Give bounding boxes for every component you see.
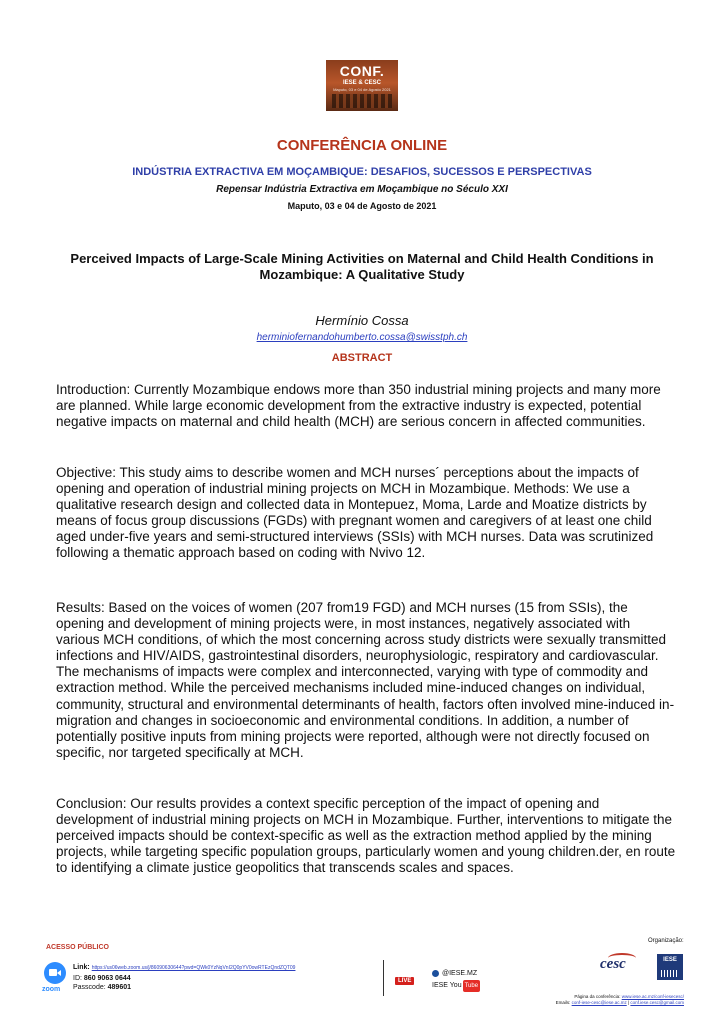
- zoom-passcode-label: Passcode:: [73, 984, 106, 991]
- cesc-logo: [600, 956, 644, 980]
- zoom-id-value: 860 9063 0644: [83, 974, 131, 982]
- social-links: [432, 968, 480, 992]
- conference-logo: [326, 60, 398, 111]
- logo-title: CONF.: [339, 63, 385, 79]
- email-link-1[interactable]: conf-iese-cesc@iese.ac.mz: [571, 1000, 627, 1005]
- footer-contacts: Página da conferência: www.iese.ac.mz/conf-iesecesc/ Emails: conf-iese-cesc@iese.ac.mz | conf.iese.cesc@gmail.com: [555, 994, 684, 1005]
- conference-date: Maputo, 03 e 04 de Agosto de 2021: [287, 201, 437, 211]
- emails-label: Emails:: [555, 1000, 571, 1005]
- zoom-passcode-value: 489601: [107, 984, 131, 991]
- author-name: Hermínio Cossa: [315, 313, 409, 328]
- logo-image: [332, 94, 392, 108]
- cesc-arc-icon: [608, 953, 636, 963]
- zoom-icon: [44, 962, 66, 984]
- abstract-heading: ABSTRACT: [331, 352, 393, 364]
- iese-logo: [657, 954, 683, 980]
- camera-lens-icon: [57, 970, 61, 976]
- logo-date: Maputo, 03 e 04 de Agosto 2021: [333, 87, 391, 92]
- abstract-paragraph-conclusion: Conclusion: Our results provides a context specific perception of the impact of opening and development of industrial mining projects on MCH in Mozambique. Further, interventions to mitigate the perceived impacts should be context-specific as well as the extraction method applied by the mining projects, while targeting specific population groups, particularly women and young children.der, en route to identifying a climate justice geopolitics that transcends scales and spaces.: [56, 796, 676, 876]
- author-email-link[interactable]: herminiofernandohumberto.cossa@swisstph.ch: [256, 332, 468, 343]
- conference-page-link[interactable]: www.iese.ac.mz/conf-iesecesc/: [621, 994, 684, 999]
- abstract-paragraph-objective-methods: Objective: This study aims to describe women and MCH nurses´ perceptions about the impacts of opening and operation of industrial mining projects on MCH in Mozambique. Methods: We use a qualitative research design and collected data in Montepuez, Moma, Larde and Moatize districts by means of focus group discussions (FGDs) with pregnant women and caregivers of at least one child aged under-five years and semi-structured interviews (SSIs) with MCH nurses. Data was scrutinized following a thematic approach based on coding with Nvivo 12.: [56, 465, 654, 561]
- facebook-handle[interactable]: @IESE.MZ: [442, 970, 478, 977]
- organizers-label: Organização:: [648, 938, 684, 944]
- abstract-paragraph-introduction: Introduction: Currently Mozambique endows more than 350 industrial mining projects and many more are planned. While large economic development from the extractive industry is expected, potential negative impacts on maternal and child health (MCH) are serious concern in affected communities.: [56, 382, 661, 430]
- email-link-2[interactable]: conf.iese.cesc@gmail.com: [630, 1000, 684, 1005]
- zoom-link-label: Link:: [73, 964, 90, 971]
- zoom-link[interactable]: https://us06web.zoom.us/j/86090630644?pwd=QWk0YzNqVnI2Q0pYV0owRTEzQndZQT09: [91, 965, 296, 971]
- conference-title: CONFERÊNCIA ONLINE: [276, 137, 448, 154]
- conference-page-label: Página da conferência:: [574, 994, 621, 999]
- conference-subtitle: Repensar Indústria Extractiva em Moçambique no Século XXI: [216, 184, 508, 195]
- iese-logo-emblem: [661, 970, 679, 977]
- zoom-wordmark: zoom: [42, 986, 61, 993]
- footer-divider: [383, 960, 384, 996]
- camera-icon: [49, 969, 57, 976]
- zoom-id-label: ID:: [73, 974, 82, 982]
- abstract-paragraph-results: Results: Based on the voices of women (207 from19 FGD) and MCH nurses (15 from SSIs), the opening and development of mining projects were, in most instances, negatively associated with various MCH conditions, of which the most concerning across study districts were sexually transmitted infections and HIV/AIDS, gastrointestinal disorders, neurophysiologic, respiratory and cardiovascular. The mechanisms of impacts were complex and interconnected, varying with type of commodity and extraction method. While the perceived mechanisms included mine-induced changes on individual, community, structural and environmental determinants of health, factors often involved mine-induced in-migration and changes in socioeconomic and environmental conditions. In addition, a number of potentially positive inputs from mining projects were reported, although were not directly focused on specific, nor targeted specifically at MCH.: [56, 600, 675, 760]
- public-access-label: ACESSO PÚBLICO: [46, 944, 110, 951]
- zoom-details: [73, 963, 295, 993]
- paper-title-text: Perceived Impacts of Large-Scale Mining Activities on Maternal and Child Health Conditions in Mozambique: A Qualitative Study: [70, 251, 654, 282]
- logo-subtitle: IESE & CESC: [342, 80, 381, 86]
- cesc-logo-text: cesc: [600, 956, 626, 972]
- youtube-channel[interactable]: IESE You: [432, 982, 462, 989]
- iese-logo-text: IESE: [663, 957, 677, 963]
- facebook-icon: [432, 970, 439, 977]
- live-badge: LIVE: [395, 977, 414, 985]
- youtube-icon: Tube: [463, 980, 480, 992]
- conference-theme: INDÚSTRIA EXTRACTIVA EM MOÇAMBIQUE: DESAFIOS, SUCESSOS E PERSPECTIVAS: [132, 166, 592, 178]
- paper-title: [0, 251, 724, 283]
